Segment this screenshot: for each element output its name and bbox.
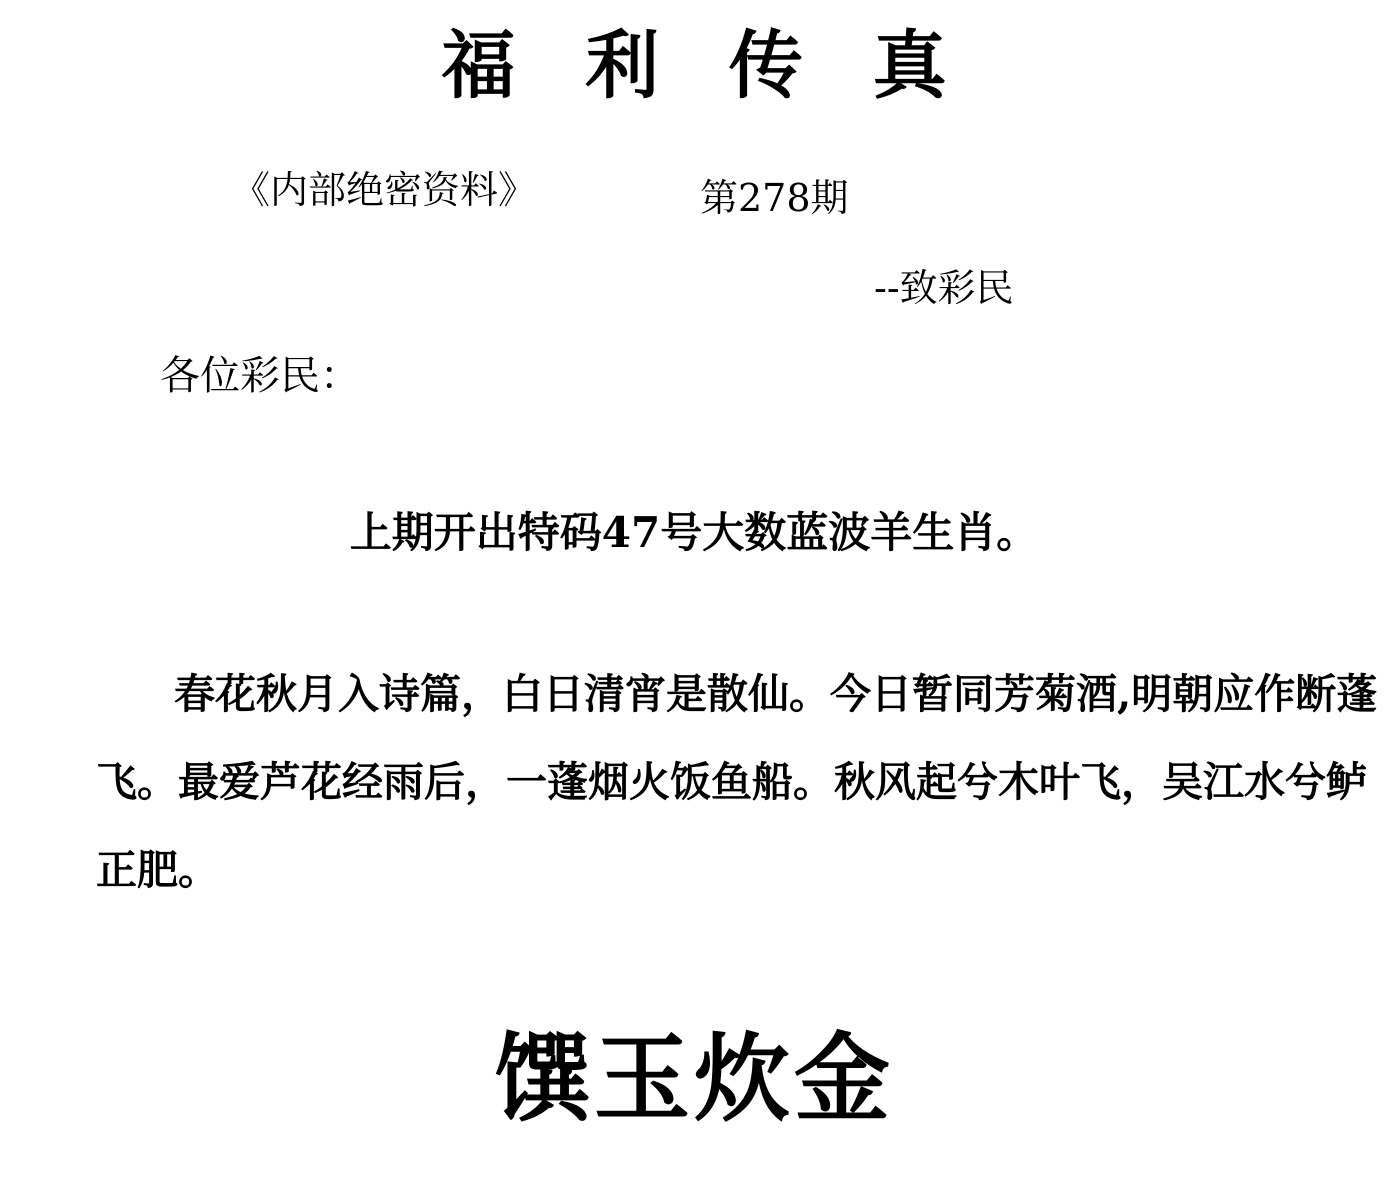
issue-number-label: 第278期 bbox=[700, 176, 849, 220]
headline-phrase: 馔玉炊金 bbox=[494, 1023, 894, 1135]
subtitle-row bbox=[0, 168, 1388, 224]
previous-draw-result: 上期开出特码47号大数蓝波羊生肖。 bbox=[349, 508, 1039, 557]
poem-body: 春花秋月入诗篇，白日清宵是散仙。今日暂同芳菊酒,明朝应作断蓬飞。最爱芦花经雨后，一蓬烟火饭鱼船。秋风起兮木叶飞，吴江水兮鲈正肥。 bbox=[96, 670, 1378, 894]
salutation-text: 各位彩民： bbox=[160, 353, 360, 399]
page-title: 福 利 传 真 bbox=[441, 23, 969, 109]
dedication-text: --致彩民 bbox=[874, 266, 1014, 310]
secret-material-label: 《内部绝密资料》 bbox=[232, 168, 537, 212]
